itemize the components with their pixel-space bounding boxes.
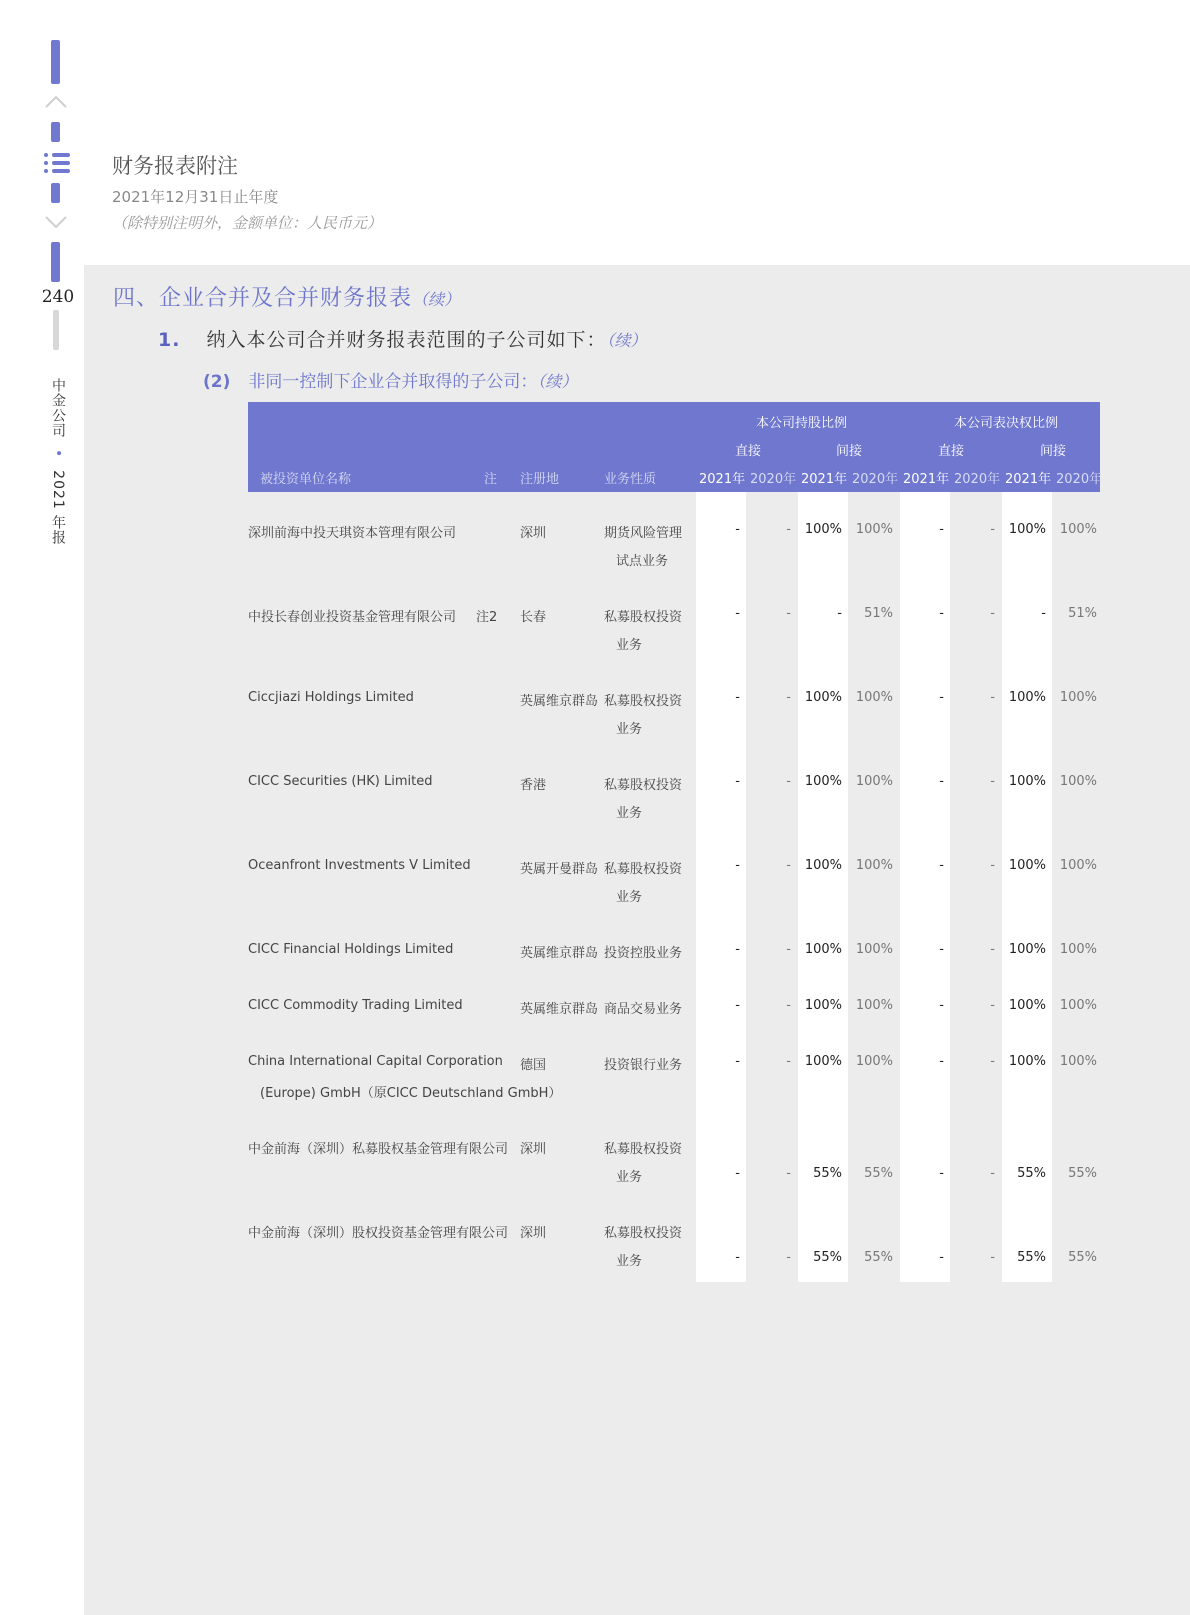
report-company: 中金公司 bbox=[50, 378, 66, 438]
cell-business: 业务 bbox=[616, 722, 643, 737]
header-col-name: 被投资单位名称 bbox=[260, 472, 352, 487]
cell-ratio: 51% bbox=[864, 606, 893, 621]
cell-ratio: 100% bbox=[804, 774, 842, 789]
header-holding-indirect: 间接 bbox=[836, 444, 863, 459]
cell-company-name: Ciccjiazi Holdings Limited bbox=[248, 690, 414, 705]
doc-unit-note: （除特别注明外，金额单位：人民币元） bbox=[112, 214, 383, 232]
cell-ratio: - bbox=[786, 606, 791, 621]
cell-ratio: - bbox=[939, 1054, 944, 1069]
cell-company-name: 中金前海（深圳）私募股权基金管理有限公司 bbox=[248, 1142, 509, 1157]
cell-ratio: 55% bbox=[813, 1250, 842, 1265]
table-row bbox=[248, 1222, 1100, 1278]
menu-list-icon[interactable] bbox=[44, 153, 70, 175]
cell-company-name: CICC Financial Holdings Limited bbox=[248, 942, 454, 957]
chevron-up-icon[interactable] bbox=[44, 92, 68, 110]
cell-ratio: - bbox=[990, 522, 995, 537]
cell-ratio: 55% bbox=[864, 1250, 893, 1265]
cell-company-name: 中金前海（深圳）股权投资基金管理有限公司 bbox=[248, 1226, 509, 1241]
cell-ratio: - bbox=[939, 690, 944, 705]
continued-label: （续） bbox=[606, 331, 647, 350]
table-row bbox=[248, 858, 1100, 914]
cell-business: 业务 bbox=[616, 1254, 643, 1269]
cell-ratio: - bbox=[990, 1250, 995, 1265]
cell-ratio: 100% bbox=[1059, 1054, 1097, 1069]
cell-ratio: 55% bbox=[813, 1166, 842, 1181]
cell-ratio: - bbox=[939, 606, 944, 621]
cell-ratio: 100% bbox=[1059, 942, 1097, 957]
cell-ratio: 100% bbox=[1008, 1054, 1046, 1069]
subsubsection-heading-text: 非同一控制下企业合并取得的子公司： bbox=[248, 372, 538, 392]
cell-ratio: 100% bbox=[804, 942, 842, 957]
cell-ratio: 55% bbox=[1068, 1166, 1097, 1181]
chevron-down-icon[interactable] bbox=[44, 214, 68, 232]
cell-business: 业务 bbox=[616, 806, 643, 821]
cell-business: 私募股权投资 bbox=[604, 862, 683, 877]
cell-ratio: - bbox=[939, 1250, 944, 1265]
cell-business: 私募股权投资 bbox=[604, 1142, 683, 1157]
header-year: 2021年 bbox=[903, 472, 950, 487]
header-year: 2021年 bbox=[1005, 472, 1052, 487]
table-row bbox=[248, 998, 1100, 1054]
doc-title: 财务报表附注 bbox=[112, 154, 238, 178]
cell-ratio: - bbox=[735, 774, 740, 789]
cell-ratio: - bbox=[786, 690, 791, 705]
cell-ratio: - bbox=[735, 1166, 740, 1181]
cell-ratio: 100% bbox=[1008, 522, 1046, 537]
cell-ratio: - bbox=[939, 858, 944, 873]
cell-ratio: 100% bbox=[1059, 522, 1097, 537]
cell-ratio: 100% bbox=[855, 522, 893, 537]
cell-company-name: (Europe) GmbH（原CICC Deutschland GmbH） bbox=[260, 1086, 562, 1101]
cell-business: 业务 bbox=[616, 1170, 643, 1185]
table-row bbox=[248, 606, 1100, 662]
section-heading-text: 四、企业合并及合并财务报表 bbox=[113, 286, 413, 311]
cell-ratio: 100% bbox=[855, 998, 893, 1013]
cell-place: 英属维京群岛 bbox=[520, 694, 599, 709]
cell-ratio: - bbox=[939, 998, 944, 1013]
cell-place: 德国 bbox=[520, 1058, 547, 1073]
table-row bbox=[248, 942, 1100, 998]
cell-ratio: - bbox=[939, 522, 944, 537]
cell-ratio: 55% bbox=[1017, 1166, 1046, 1181]
cell-ratio: 100% bbox=[855, 774, 893, 789]
header-group-holding: 本公司持股比例 bbox=[756, 416, 848, 431]
subsubsection-heading bbox=[203, 367, 577, 392]
header-col-business: 业务性质 bbox=[604, 472, 657, 487]
cell-ratio: - bbox=[990, 690, 995, 705]
doc-period: 2021年12月31日止年度 bbox=[112, 188, 279, 206]
cell-ratio: - bbox=[990, 606, 995, 621]
cell-ratio: 100% bbox=[1008, 774, 1046, 789]
cell-ratio: - bbox=[990, 998, 995, 1013]
cell-ratio: 100% bbox=[804, 1054, 842, 1069]
cell-ratio: - bbox=[990, 858, 995, 873]
nav-bar-3 bbox=[51, 183, 60, 203]
nav-bar-2 bbox=[51, 122, 60, 142]
section-heading bbox=[113, 281, 460, 312]
cell-ratio: - bbox=[990, 774, 995, 789]
cell-business: 业务 bbox=[616, 890, 643, 905]
cell-ratio: - bbox=[1041, 606, 1046, 621]
cell-ratio: 100% bbox=[855, 1054, 893, 1069]
cell-ratio: 55% bbox=[864, 1166, 893, 1181]
cell-ratio: - bbox=[786, 522, 791, 537]
cell-company-name: China International Capital Corporation bbox=[248, 1054, 503, 1069]
nav-top-bar bbox=[51, 40, 60, 84]
header-year: 2021年 bbox=[699, 472, 746, 487]
subsection-heading-text: 纳入本公司合并财务报表范围的子公司如下： bbox=[206, 329, 607, 351]
cell-ratio: 55% bbox=[1017, 1250, 1046, 1265]
page-progress-bar bbox=[53, 310, 59, 350]
page-number: 240 bbox=[41, 287, 75, 307]
cell-ratio: 100% bbox=[1059, 690, 1097, 705]
header-year: 2020年 bbox=[1056, 472, 1103, 487]
cell-ratio: - bbox=[735, 942, 740, 957]
cell-ratio: - bbox=[786, 1054, 791, 1069]
cell-business: 商品交易业务 bbox=[604, 1002, 683, 1017]
cell-ratio: - bbox=[735, 998, 740, 1013]
cell-ratio: - bbox=[786, 1166, 791, 1181]
cell-company-name: 中投长春创业投资基金管理有限公司 bbox=[248, 610, 457, 625]
cell-ratio: 100% bbox=[1008, 858, 1046, 873]
cell-company-name: CICC Securities (HK) Limited bbox=[248, 774, 433, 789]
cell-business: 私募股权投资 bbox=[604, 1226, 683, 1241]
cell-ratio: - bbox=[786, 774, 791, 789]
cell-ratio: 100% bbox=[1059, 998, 1097, 1013]
cell-ratio: - bbox=[735, 522, 740, 537]
cell-company-name: CICC Commodity Trading Limited bbox=[248, 998, 463, 1013]
table-row bbox=[248, 1054, 1100, 1110]
cell-ratio: 100% bbox=[804, 858, 842, 873]
cell-ratio: 100% bbox=[804, 522, 842, 537]
cell-business: 期货风险管理 bbox=[604, 526, 683, 541]
cell-ratio: 51% bbox=[1068, 606, 1097, 621]
cell-ratio: - bbox=[990, 942, 995, 957]
cell-ratio: 100% bbox=[1008, 998, 1046, 1013]
cell-ratio: - bbox=[786, 858, 791, 873]
cell-business: 业务 bbox=[616, 638, 643, 653]
header-group-voting: 本公司表决权比例 bbox=[954, 416, 1059, 431]
cell-place: 长春 bbox=[520, 610, 547, 625]
cell-ratio: - bbox=[786, 942, 791, 957]
cell-business: 私募股权投资 bbox=[604, 778, 683, 793]
cell-place: 深圳 bbox=[520, 1142, 547, 1157]
table-row bbox=[248, 774, 1100, 830]
continued-label: （续） bbox=[412, 290, 461, 309]
header-holding-direct: 直接 bbox=[735, 444, 762, 459]
report-separator: • bbox=[50, 449, 66, 459]
table-header bbox=[248, 402, 1103, 492]
report-label bbox=[46, 378, 68, 545]
table-row bbox=[248, 522, 1100, 578]
cell-ratio: 100% bbox=[1059, 774, 1097, 789]
subsection-number: 1. bbox=[158, 329, 181, 351]
header-year: 2020年 bbox=[954, 472, 1001, 487]
cell-ratio: 100% bbox=[855, 942, 893, 957]
report-year: 2021 年报 bbox=[50, 470, 66, 546]
cell-business: 私募股权投资 bbox=[604, 694, 683, 709]
cell-ratio: - bbox=[990, 1166, 995, 1181]
cell-ratio: 100% bbox=[804, 690, 842, 705]
subsection-heading bbox=[158, 325, 646, 352]
cell-place: 深圳 bbox=[520, 1226, 547, 1241]
cell-ratio: - bbox=[735, 858, 740, 873]
side-navigation bbox=[0, 0, 84, 1615]
cell-ratio: 100% bbox=[1008, 690, 1046, 705]
cell-business: 私募股权投资 bbox=[604, 610, 683, 625]
cell-place: 香港 bbox=[520, 778, 547, 793]
cell-ratio: 100% bbox=[1059, 858, 1097, 873]
cell-ratio: - bbox=[939, 774, 944, 789]
cell-place: 深圳 bbox=[520, 526, 547, 541]
table-body bbox=[248, 492, 1100, 1282]
cell-ratio: - bbox=[837, 606, 842, 621]
cell-ratio: 100% bbox=[855, 858, 893, 873]
cell-place: 英属维京群岛 bbox=[520, 1002, 599, 1017]
cell-ratio: - bbox=[786, 1250, 791, 1265]
table-row bbox=[248, 690, 1100, 746]
cell-ratio: - bbox=[735, 606, 740, 621]
cell-ratio: - bbox=[735, 1250, 740, 1265]
cell-ratio: 100% bbox=[804, 998, 842, 1013]
cell-ratio: - bbox=[939, 942, 944, 957]
cell-ratio: - bbox=[939, 1166, 944, 1181]
subsubsection-number: (2) bbox=[203, 372, 231, 392]
header-year: 2020年 bbox=[852, 472, 899, 487]
cell-business: 试点业务 bbox=[616, 554, 669, 569]
cell-company-name: 深圳前海中投天琪资本管理有限公司 bbox=[248, 526, 457, 541]
cell-ratio: 55% bbox=[1068, 1250, 1097, 1265]
cell-note: 注2 bbox=[476, 610, 498, 625]
cell-ratio: - bbox=[786, 998, 791, 1013]
cell-business: 投资银行业务 bbox=[604, 1058, 683, 1073]
header-col-note: 注 bbox=[484, 472, 498, 487]
table-row bbox=[248, 1138, 1100, 1194]
cell-ratio: - bbox=[735, 1054, 740, 1069]
header-voting-direct: 直接 bbox=[938, 444, 965, 459]
cell-ratio: 100% bbox=[855, 690, 893, 705]
cell-place: 英属开曼群岛 bbox=[520, 862, 599, 877]
cell-ratio: - bbox=[735, 690, 740, 705]
header-year: 2021年 bbox=[801, 472, 848, 487]
nav-bar-4 bbox=[51, 242, 60, 282]
cell-business: 投资控股业务 bbox=[604, 946, 683, 961]
subsidiaries-table bbox=[248, 402, 1103, 1282]
header-voting-indirect: 间接 bbox=[1040, 444, 1067, 459]
cell-place: 英属维京群岛 bbox=[520, 946, 599, 961]
header-year: 2020年 bbox=[750, 472, 797, 487]
cell-ratio: - bbox=[990, 1054, 995, 1069]
header-col-place: 注册地 bbox=[520, 472, 560, 487]
cell-ratio: 100% bbox=[1008, 942, 1046, 957]
continued-label: （续） bbox=[537, 372, 578, 391]
cell-company-name: Oceanfront Investments V Limited bbox=[248, 858, 471, 873]
